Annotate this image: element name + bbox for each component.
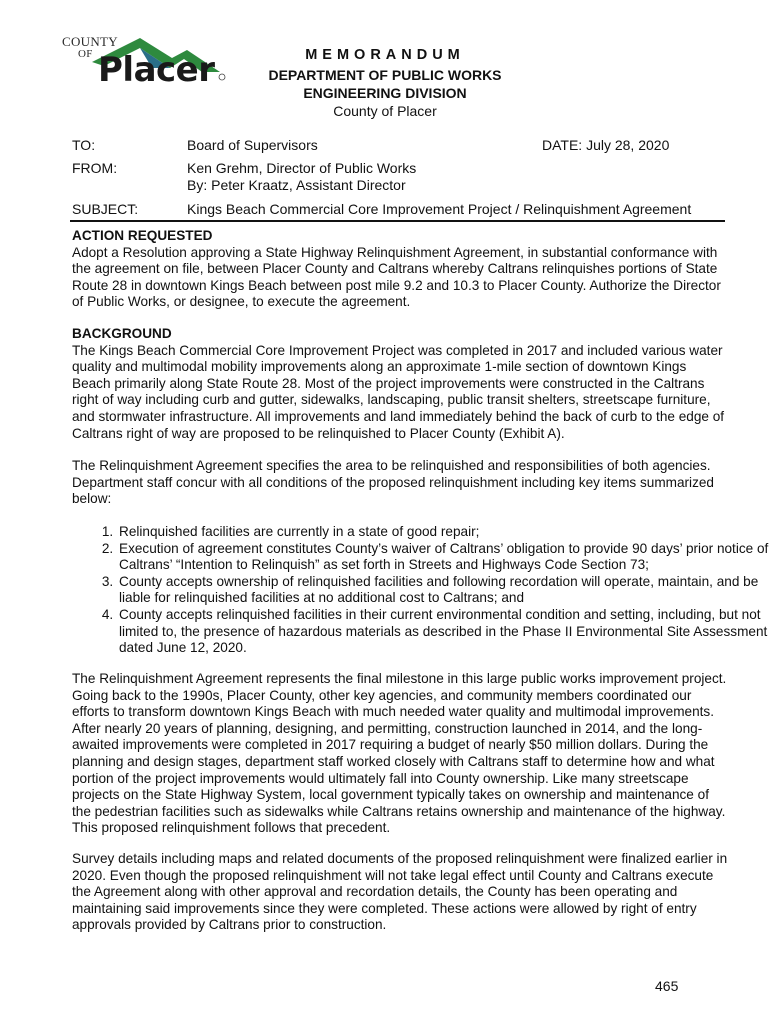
logo-of-text: OF	[78, 48, 93, 60]
county-title: County of Placer	[333, 103, 437, 119]
list-item: 1. Relinquished facilities are currently in a state of good repair;	[117, 524, 770, 541]
to-value: Board of Supervisors	[187, 137, 318, 153]
background-paragraph-4: Survey details including maps and related documents of the proposed relinquishment were finalized earlier in 2020. Even though the proposed relinquishment will not take legal effect until County and Caltrans execute the Agreement along with other approval and recordation details, the County has been operating and maintaining said improvements since they were completed. These actions were allowed by right of entry approvals provided by Caltrans prior to construction.	[72, 851, 728, 933]
background-paragraph-2-wrap	[72, 458, 728, 508]
from-line-1: Ken Grehm, Director of Public Works	[187, 160, 417, 176]
list-item: 2. Execution of agreement constitutes County’s waiver of Caltrans’ obligation to provide 90 days’ prior notice of Caltrans’ “Intention to Relinquish” as set forth in Streets and Highways Code Section 73;	[117, 541, 770, 574]
from-line-2: By: Peter Kraatz, Assistant Director	[187, 177, 406, 193]
memo-title: MEMORANDUM	[305, 47, 465, 63]
page-number: 465	[655, 978, 679, 994]
background-paragraph-3-wrap	[72, 671, 728, 837]
action-text: Adopt a Resolution approving a State Highway Relinquishment Agreement, in substantial conformance with the agreement on file, between Placer County and Caltrans whereby Caltrans relinquishes portions of State Route 28 in downtown Kings Beach between post mile 9.2 and 10.3 to Placer County. Authorize the Director of Public Works, or designee, to execute the agreement.	[72, 244, 721, 310]
logo-county-text: COUNTY	[62, 34, 118, 49]
action-section	[72, 228, 728, 311]
list-item: 4. County accepts relinquished facilities in their current environmental condition and setting, including, but not limited to, the presence of hazardous materials as described in the Phase II Environmental Site Assessment dated June 12, 2020.	[117, 607, 770, 657]
background-paragraph-1: The Kings Beach Commercial Core Improvement Project was completed in 2017 and included various water quality and multimodal mobility improvements along an approximate 1-mile section of downtown Kings Beach primarily along State Route 28. Most of the project improvements were constructed in the Caltrans right of way including curb and gutter, sidewalks, landscaping, public transit shelters, streetscape furniture, and stormwater infrastructure. All improvements and land immediately behind the back of curb to the edge of Caltrans right of way are proposed to be relinquished to Placer County (Exhibit A).	[72, 342, 725, 441]
background-heading: BACKGROUND	[72, 326, 172, 341]
action-heading: ACTION REQUESTED	[72, 228, 213, 243]
to-label: TO:	[72, 137, 96, 153]
background-section	[72, 326, 728, 442]
division-title: ENGINEERING DIVISION	[303, 85, 467, 101]
background-paragraph-2: The Relinquishment Agreement specifies the area to be relinquished and responsibilities of both agencies. Department staff concur with all conditions of the proposed relinquishment including key items summarized below:	[72, 458, 714, 507]
from-label: FROM:	[72, 160, 118, 176]
department-title: DEPARTMENT OF PUBLIC WORKS	[268, 67, 502, 83]
key-items-list	[72, 524, 770, 657]
background-paragraph-4-wrap	[72, 851, 728, 934]
logo-placer-text: Placer	[98, 50, 215, 90]
list-item: 3. County accepts ownership of relinquished facilities and following recordation will operate, maintain, and be liable for relinquished facilities at no additional cost to Caltrans; and	[117, 574, 770, 607]
subject-value: Kings Beach Commercial Core Improvement Project / Relinquishment Agreement	[187, 201, 692, 217]
date-value: DATE: July 28, 2020	[542, 137, 670, 153]
background-paragraph-3: The Relinquishment Agreement represents the final milestone in this large public works improvement project. Going back to the 1990s, Placer County, other key agencies, and community members coordinated our efforts to transform downtown Kings Beach with much needed water quality and multimodal improvements. After nearly 20 years of planning, designing, and permitting, construction launched in 2014, and the long-awaited improvements were completed in 2017 requiring a budget of nearly $50 million dollars. During the planning and design stages, department staff worked closely with Caltrans staff to determine how and what portion of the project improvements would ultimately fall into County ownership. Like many streetscape projects on the State Highway System, local government typically takes on ownership and maintenance of the pedestrian facilities such as sidewalks while Caltrans retains ownership and maintenance of the highway. This proposed relinquishment follows that precedent.	[72, 671, 727, 836]
subject-label: SUBJECT:	[72, 201, 139, 217]
header-divider	[70, 220, 725, 222]
